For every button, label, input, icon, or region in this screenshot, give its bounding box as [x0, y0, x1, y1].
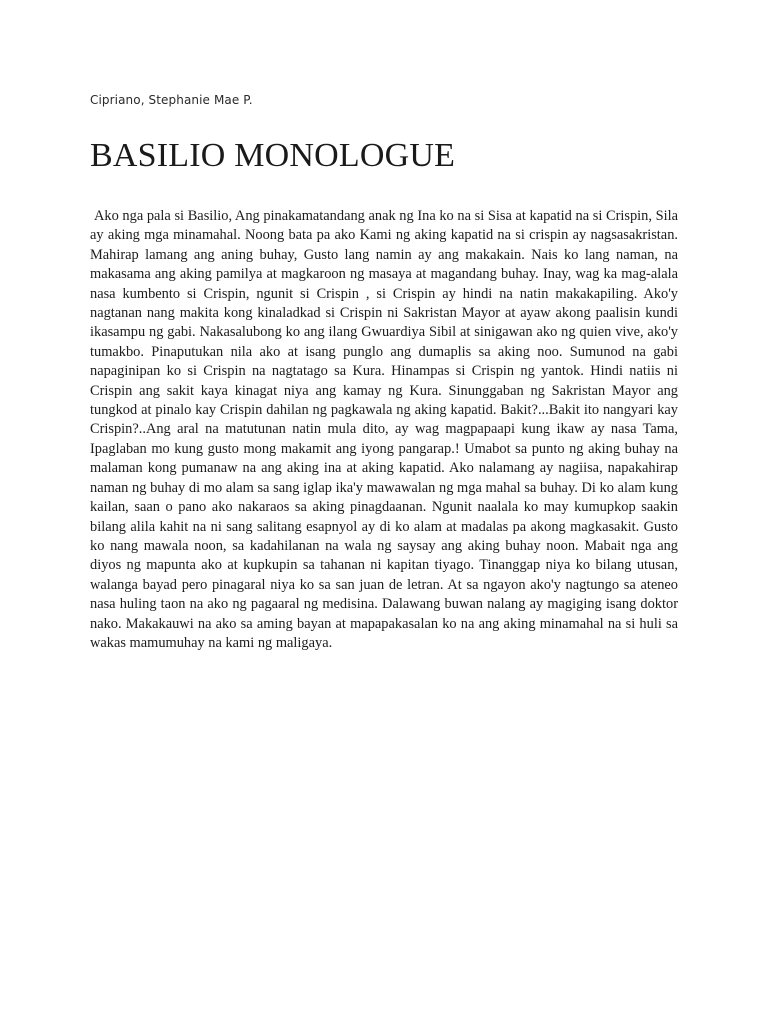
document-title: BASILIO MONOLOGUE	[90, 137, 456, 174]
monologue-body: Ako nga pala si Basilio, Ang pinakamatandang anak ng Ina ko na si Sisa at kapatid na si Crispin, Sila ay aking mga minamahal. Noong bata pa ako Kami ng aking kapatid na si crispin ay nagsasakristan. Mahirap lamang ang aning buhay, Gusto lang namin ay ang makakain. Nais ko lang naman, na makasama ang aking pamilya at magkaroon ng masaya at magandang buhay. Inay, wag ka mag-alala nasa kumbento si Crispin, ngunit si Crispin , si Crispin ay hindi na natin makakapiling. Ako'y nagtanan nang makita kong kinaladkad si Crispin ni Sakristan Mayor at ayaw akong paalisin kundi ikasampu ng gabi. Nakasalubong ko ang ilang Gwuardiya Sibil at sinigawan ako ng quien vive, ako'y tumakbo. Pinaputukan nila ako at isang punglo ang dumaplis sa aking noo. Sumunod na gabi napaginipan ko si Crispin na nagtatago sa Kura. Hinampas si Crispin ng yantok. Hindi natiis ni Crispin ang sakit kaya kinagat niya ang kamay ng Kura. Sinunggaban ng Sakristan Mayor ang tungkod at pinalo kay Crispin dahilan ng pagkawala ng aking kapatid. Bakit?...Bakit ito nangyari kay Crispin?..Ang aral na matutunan natin mula dito, ay wag magpapaapi kung ikaw ay nasa Tama, Ipaglaban mo kung gusto mong makamit ang iyong pangarap.! Umabot sa punto ng aking buhay na malaman kong pumanaw na ang aking ina at aking kapatid. Ako nalamang ay nagiisa, napakahirap naman ng buhay di mo alam sa sang iglap ika'y mawawalan ng mga mahal sa buhay. Di ko alam kung kailan, saan o pano ako nakaraos sa aking pinagdaanan. Ngunit naalala ko may kumupkop saakin bilang alila kahit na ni sang salitang esapnyol ay di ko alam at madalas pa akong magkasakit. Gusto ko nang mawala noon, sa kadahilanan na wala ng saysay ang aking buhay noon. Mabait nga ang diyos ng mapunta ako at kupkupin sa tahanan ni kapitan tiyago. Tinanggap niya ko bilang utusan, walanga bayad pero pinagaral niya ko sa san juan de letran. At sa ngayon ako'y nagtungo sa ateneo nasa huling taon na ako ng pagaaral ng medisina. Dalawang buwan nalang ay magiging isang doktor nako. Makakauwi na ako sa aming bayan at mapapakasalan ko na ang aking minamahal na si huli sa wakas mamumuhay na kami ng maligaya.	[90, 208, 678, 651]
author-name: Cipriano, Stephanie Mae P.	[90, 93, 253, 107]
